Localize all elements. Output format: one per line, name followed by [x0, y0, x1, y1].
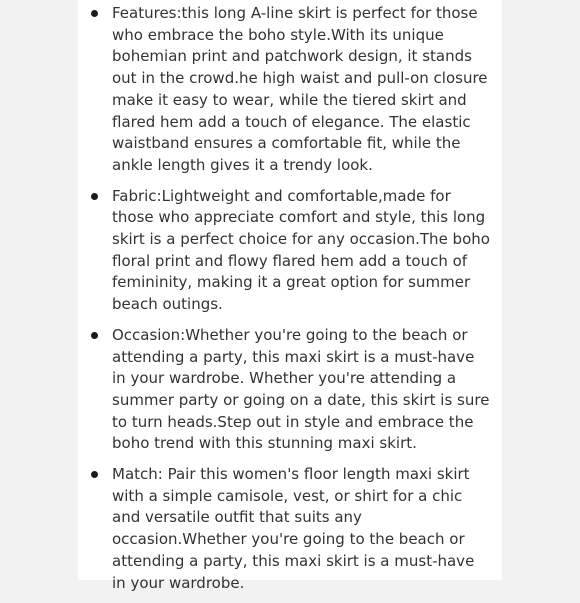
bullet-item-match [90, 464, 490, 594]
product-description-list [90, 3, 490, 603]
bullet-text-fabric: Fabric:Lightweight and comfortable,made for those who appreciate comfort and style, this long skirt is a perfect choice for any occasion.The boho floral print and flowy flared hem add a touch of femininity, making it a great option for summer beach outings. [112, 186, 490, 314]
bullet-text-occasion: Occasion:Whether you're going to the beach or attending a party, this maxi skirt is a must-have in your wardrobe. Whether you're attending a summer party or going on a date, this skirt is sure to turn heads.Step out in style and embrace the boho trend with this stunning maxi skirt. [112, 325, 490, 453]
bullet-text-match: Match: Pair this women's floor length maxi skirt with a simple camisole, vest, or shirt for a chic and versatile outfit that suits any occasion.Whether you're going to the beach or attending a party, this maxi skirt is a must-have in your wardrobe. [112, 465, 475, 592]
bullet-item-occasion [90, 325, 490, 455]
bullet-item-features [90, 3, 490, 177]
bullet-dot-icon [91, 193, 98, 200]
bullet-item-fabric [90, 186, 490, 316]
bullet-dot-icon [91, 332, 98, 339]
bullet-dot-icon [91, 10, 98, 17]
bullet-dot-icon [91, 471, 98, 478]
bullet-text-features: Features:this long A-line skirt is perfect for those who embrace the boho style.With its unique bohemian print and patchwork design, it stands out in the crowd.he high waist and pull-on closure make it easy to wear, while the tiered skirt and flared hem add a touch of elegance. The elastic waistband ensures a comfortable fit, while the ankle length gives it a trendy look. [112, 4, 488, 174]
